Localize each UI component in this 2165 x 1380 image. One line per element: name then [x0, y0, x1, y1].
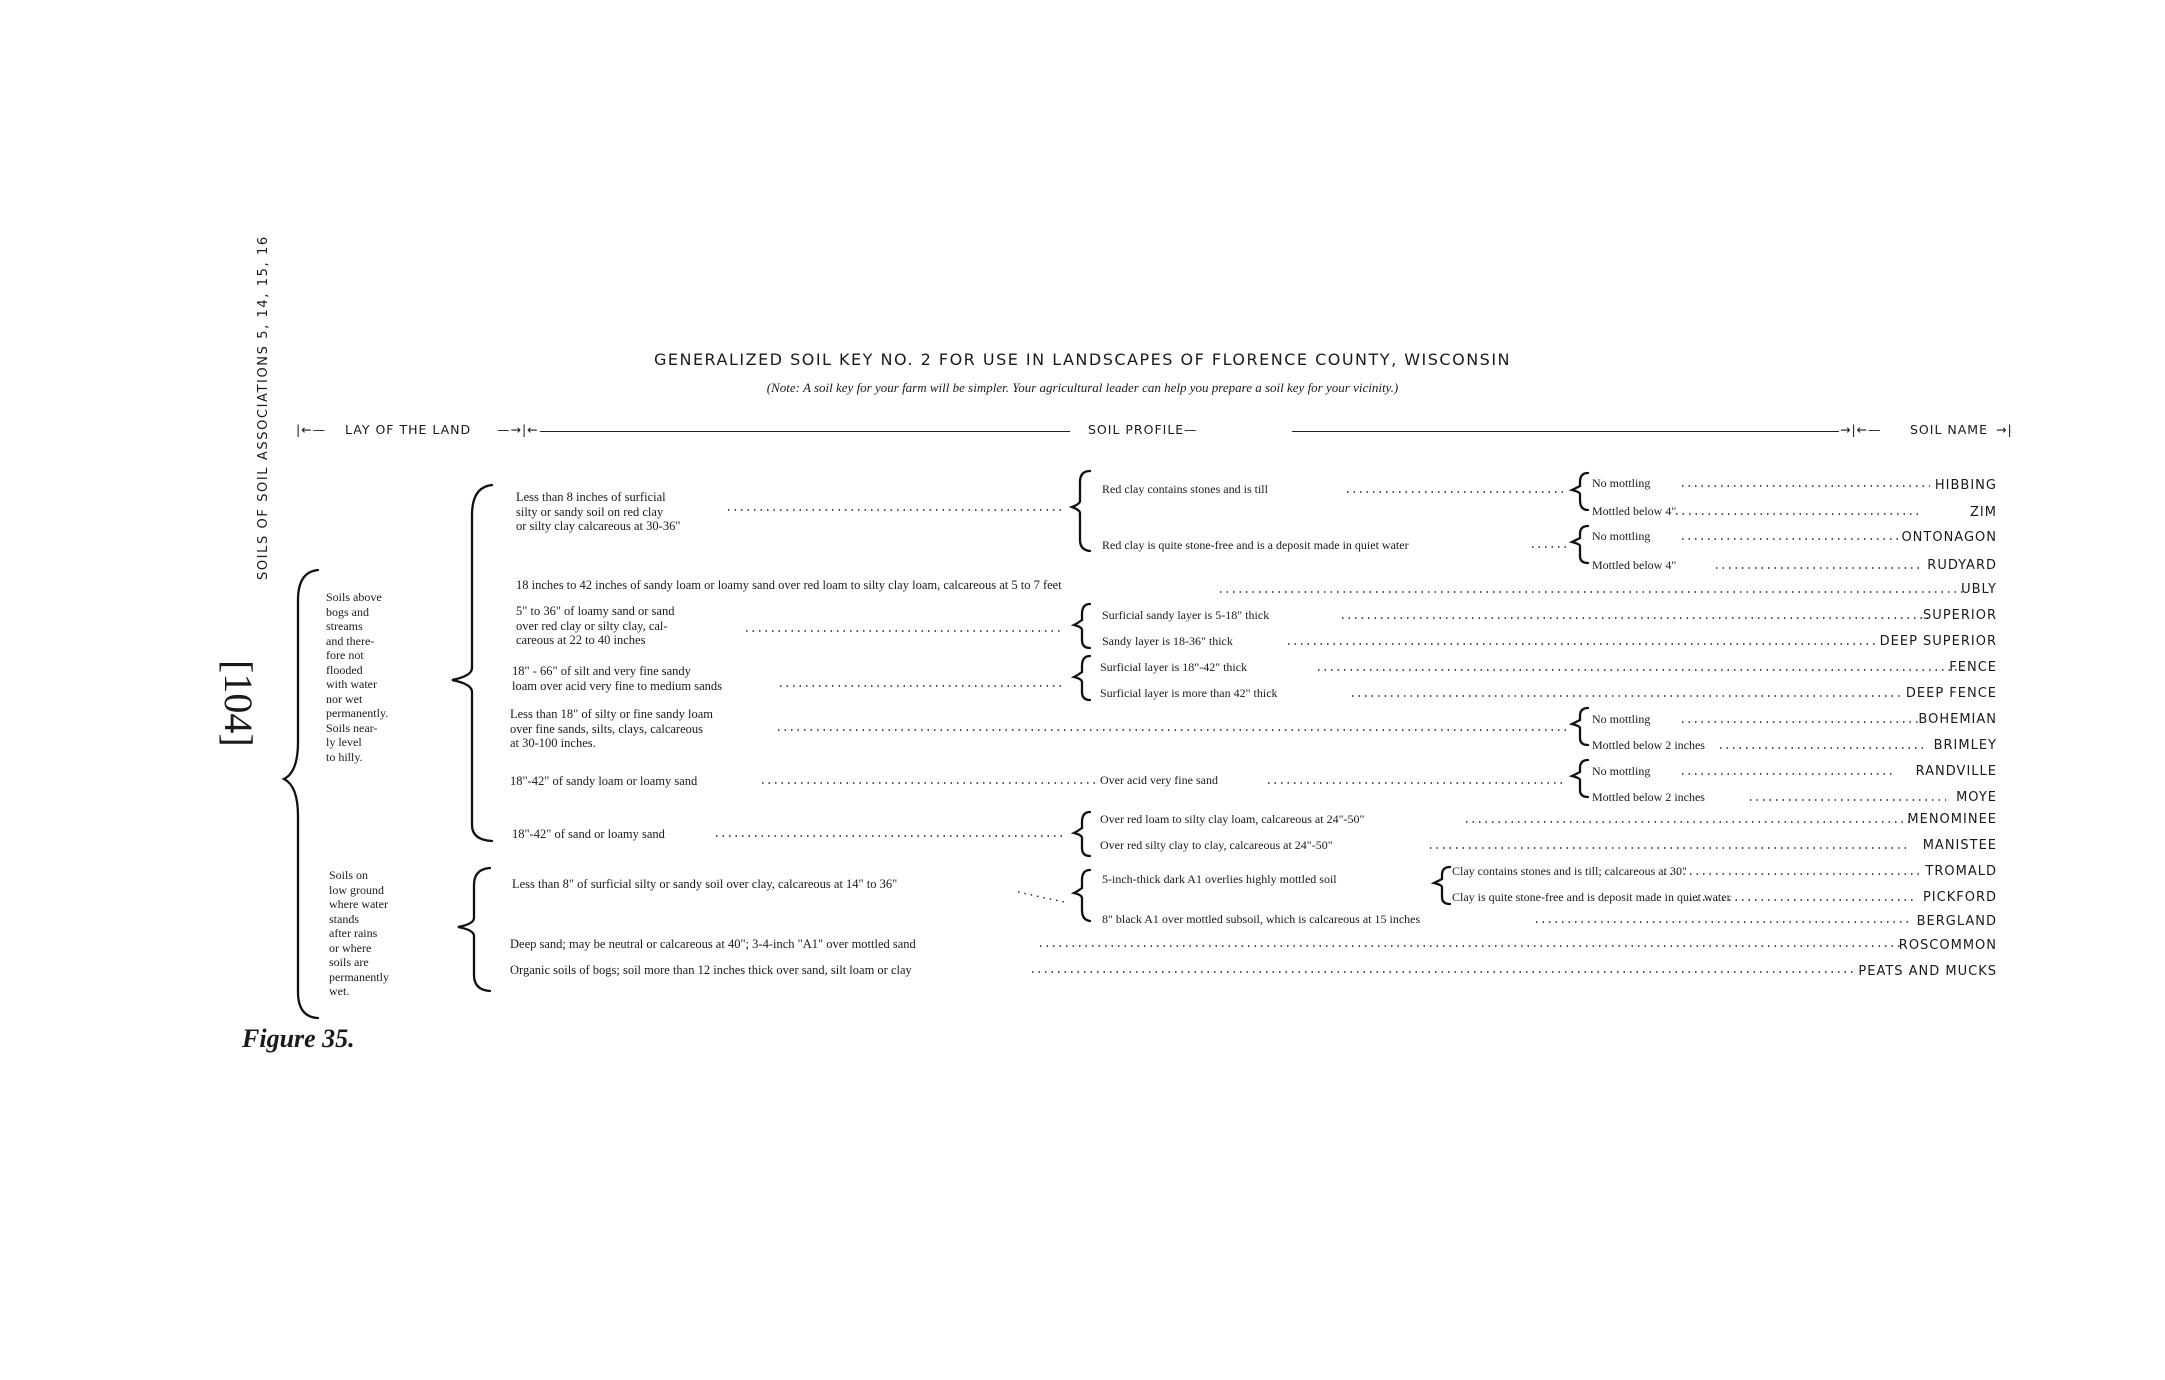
soil-name: RUDYARD	[1927, 558, 1997, 573]
brace-p4	[1074, 656, 1090, 700]
soil-name: BRIMLEY	[1933, 738, 1997, 753]
soil-name: MANISTEE	[1922, 838, 1997, 853]
brace-c10	[1434, 867, 1450, 904]
soil-name: PEATS AND MUCKS	[1858, 964, 1997, 979]
brace-c2	[1572, 526, 1588, 563]
brace-p6	[1572, 760, 1588, 797]
profile-7: 18"-42" of sand or loamy sand	[512, 827, 665, 841]
brace-p1	[1072, 471, 1090, 551]
leaf-mottled-below-2: Mottled below 2 inches	[1592, 738, 1705, 752]
header-name-arrow: →|	[1996, 422, 2013, 437]
header-lay-of-the-land: LAY OF THE LAND	[345, 422, 472, 437]
note: (Note: A soil key for your farm will be simpler. Your agricultural leader can help you prepare a soil key for your vicinity.)	[766, 380, 1399, 395]
soil-name: BOHEMIAN	[1918, 712, 1997, 727]
soil-name: DEEP SUPERIOR	[1879, 634, 1997, 649]
brace-lowland	[458, 868, 490, 991]
condition-clay-stone-free: Clay is quite stone-free and is deposit made in quiet water	[1452, 890, 1731, 904]
header-soil-profile: SOIL PROFILE	[1088, 422, 1185, 437]
soil-name: PICKFORD	[1922, 890, 1997, 905]
condition-black-a1: 8" black A1 over mottled subsoil, which is calcareous at 15 inches	[1102, 912, 1421, 926]
profile-1: Less than 8 inches of surficial silty or sandy soil on red clay or silty clay calcareous at 30-36"	[516, 490, 681, 533]
condition-surficial-18-42: Surficial layer is 18"-42" thick	[1100, 660, 1248, 674]
page-number: [104]	[216, 660, 261, 747]
header-profile-arrow: →|←—	[1840, 422, 1882, 437]
condition-red-clay-stones: Red clay contains stones and is till	[1102, 482, 1268, 496]
condition-dark-a1: 5-inch-thick dark A1 overlies highly mottled soil	[1102, 872, 1337, 886]
lowland-description: Soils on low ground where water stands after rains or where soils are permanently wet.	[329, 868, 389, 998]
leaf-mottled-below-4: Mottled below 4"	[1592, 504, 1677, 518]
soil-name: ZIM	[1970, 505, 1997, 520]
soil-name: FENCE	[1949, 660, 1997, 675]
vertical-soil-associations-label: SOILS OF SOIL ASSOCIATIONS 5, 14, 15, 16	[256, 235, 271, 580]
soil-name: UBLY	[1961, 582, 1997, 597]
leaf-no-mottling: No mottling	[1592, 764, 1651, 778]
leader-p8	[1018, 892, 1064, 902]
soil-name: TROMALD	[1925, 864, 1997, 879]
brace-c1	[1572, 473, 1588, 510]
soil-name: HIBBING	[1934, 478, 1997, 493]
leaf-mottled-below-4: Mottled below 4"	[1592, 558, 1677, 572]
condition-surficial-over-42: Surficial layer is more than 42" thick	[1100, 686, 1278, 700]
soil-name: ROSCOMMON	[1898, 938, 1997, 953]
header-lay-arrow-right: —→|←	[497, 422, 539, 437]
soil-name: BERGLAND	[1916, 914, 1997, 929]
brace-p3	[1074, 604, 1090, 648]
page-title: GENERALIZED SOIL KEY NO. 2 FOR USE IN LANDSCAPES OF FLORENCE COUNTY, WISCONSIN	[653, 350, 1512, 369]
soil-name: ONTONAGON	[1901, 530, 1997, 545]
profile-5: Less than 18" of silty or fine sandy loam over fine sands, silts, clays, calcareous at 30-100 inches.	[510, 707, 713, 750]
upland-description: Soils above bogs and streams and there- fore not flooded with water nor wet permanently. Soils near- ly level to hilly.	[326, 590, 389, 764]
brace-p5	[1572, 708, 1588, 745]
condition-acid-fine-sand: Over acid very fine sand	[1100, 773, 1218, 787]
profile-4: 18" - 66" of silt and very fine sandy loam over acid very fine to medium sands	[512, 664, 723, 693]
soil-name: SUPERIOR	[1923, 608, 1997, 623]
brace-p8	[1074, 870, 1090, 921]
leaf-mottled-below-2: Mottled below 2 inches	[1592, 790, 1705, 804]
leaf-no-mottling: No mottling	[1592, 712, 1651, 726]
profile-9: Deep sand; may be neutral or calcareous at 40"; 3-4-inch "A1" over mottled sand	[510, 937, 916, 951]
condition-surficial-5-18: Surficial sandy layer is 5-18" thick	[1102, 608, 1270, 622]
leaf-no-mottling: No mottling	[1592, 476, 1651, 490]
profile-10: Organic soils of bogs; soil more than 12 inches thick over sand, silt loam or clay	[510, 963, 912, 977]
brace-p7	[1074, 812, 1090, 856]
condition-sandy-18-36: Sandy layer is 18-36" thick	[1102, 634, 1233, 648]
brace-outer	[284, 570, 318, 1018]
soil-name: RANDVILLE	[1915, 764, 1997, 779]
leaf-no-mottling: No mottling	[1592, 529, 1651, 543]
profile-6: 18"-42" of sandy loam or loamy sand	[510, 774, 698, 788]
soil-name: MOYE	[1956, 790, 1997, 805]
profile-3: 5" to 36" of loamy sand or sand over red clay or silty clay, cal- careous at 22 to 40 inches	[516, 604, 675, 647]
header-lay-arrow-left: |←—	[296, 422, 327, 437]
soil-name: MENOMINEE	[1907, 812, 1997, 827]
profile-8: Less than 8" of surficial silty or sandy soil over clay, calcareous at 14" to 36"	[512, 877, 898, 891]
header-profile-dash: —	[1184, 422, 1198, 437]
condition-clay-till: Clay contains stones and is till; calcareous at 30"	[1452, 864, 1687, 878]
profile-2: 18 inches to 42 inches of sandy loam or loamy sand over red loam to silty clay loam, calcareous at 5 to 7 feet	[516, 578, 1062, 592]
soil-name: DEEP FENCE	[1905, 686, 1997, 701]
header-soil-name: SOIL NAME	[1910, 422, 1988, 437]
brace-upland	[452, 485, 492, 841]
condition-red-clay-stone-free: Red clay is quite stone-free and is a deposit made in quiet water	[1102, 538, 1409, 552]
condition-red-loam: Over red loam to silty clay loam, calcareous at 24"-50"	[1100, 812, 1365, 826]
condition-red-silty-clay: Over red silty clay to clay, calcareous at 24"-50"	[1100, 838, 1333, 852]
figure-caption: Figure 35.	[242, 1024, 355, 1053]
